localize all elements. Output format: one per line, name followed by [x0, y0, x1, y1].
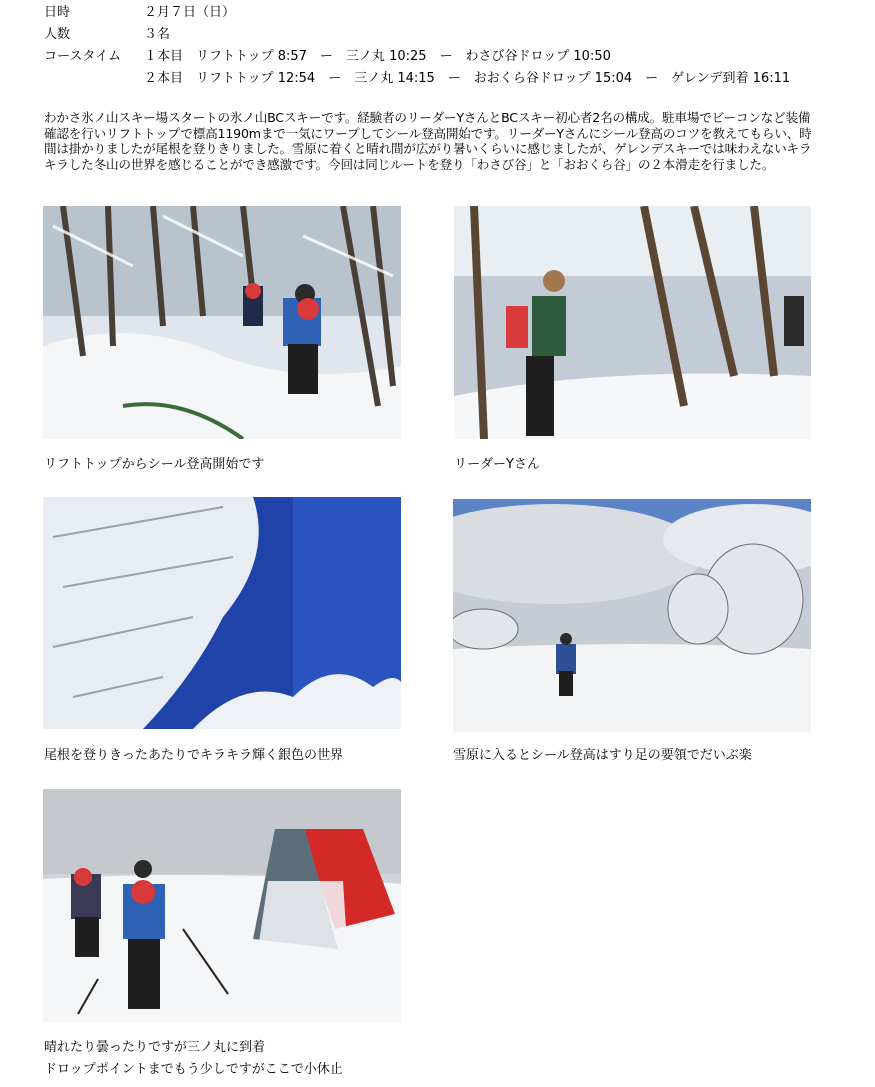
date-label: 日時: [44, 5, 71, 20]
photo-caption-5b: ドロップポイントまでもう少しですがここで小休止: [44, 1062, 343, 1077]
course-label: コースタイム: [44, 49, 122, 64]
photo-leader: [454, 206, 811, 439]
photo-caption-5: 晴れたり曇ったりですが三ノ丸に到着: [44, 1040, 266, 1055]
photo-caption-1: リフトトップからシール登高開始です: [44, 457, 265, 472]
course-line-2: ２本目 リフトトップ 12:54 ー 三ノ丸 14:15 ー おおくら谷ドロップ 15:04 ー ゲレンデ到着 16:11: [144, 71, 791, 86]
photo-sannomaru-hut: [43, 789, 401, 1022]
photo-lift-top-climb: [43, 206, 401, 439]
people-value: ３名: [144, 27, 171, 42]
photo-silver-world: [43, 497, 401, 729]
trip-description: わかさ氷ノ山スキー場スタートの氷ノ山BCスキーです。経験者のリーダーYさんとBCスキー初心者2名の構成。駐車場でビーコンなど装備確認を行いリフトトップで標高1190mまで一気にワープしてシール登高開始です。リーダーYさんにシール登高のコツを教えてもらい、時間は掛かりましたが尾根を登りきりました。雪原に着くと晴れ間が広がり暑いくらいに感じましたが、ゲレンデスキーでは味わえないキラキラした冬山の世界を感じることができ感激です。今回は同じルートを登り「わさび谷」と「おおくら谷」の２本滑走を行ました。: [44, 110, 812, 172]
course-line-1: １本目 リフトトップ 8:57 ー 三ノ丸 10:25 ー わさび谷ドロップ 10:50: [144, 49, 611, 64]
people-label: 人数: [44, 27, 71, 42]
date-value: ２月７日（日）: [144, 5, 236, 20]
photo-caption-4: 雪原に入るとシール登高はすり足の要領でだいぶ楽: [453, 748, 752, 763]
photo-caption-2: リーダーYさん: [454, 457, 540, 472]
photo-snowfield: [453, 499, 811, 732]
photo-caption-3: 尾根を登りきったあたりでキラキラ輝く銀色の世界: [44, 748, 344, 763]
